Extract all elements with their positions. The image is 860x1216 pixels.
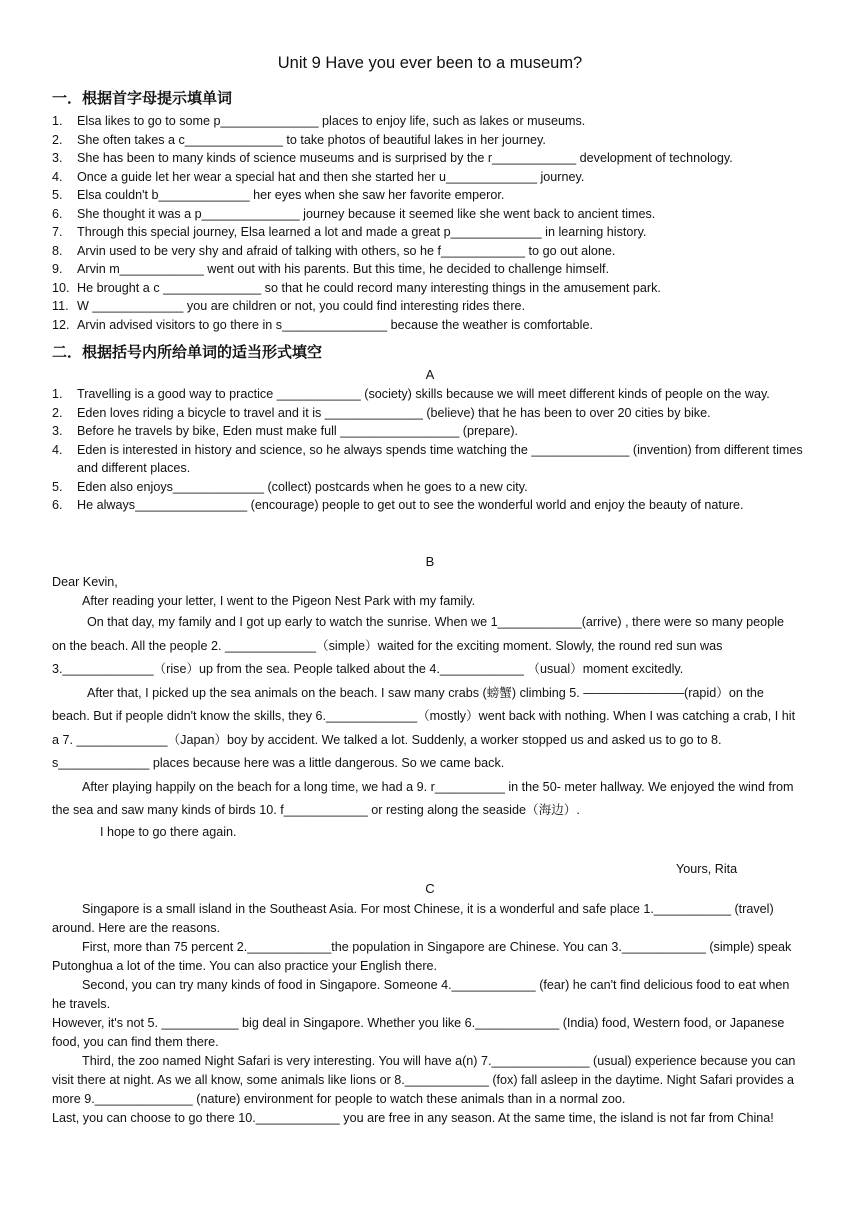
section1-heading: 一．根据首字母提示填单词 — [52, 90, 233, 107]
passage-paragraph: Third, the zoo named Night Safari is very interesting. You will have a(n) 7.______________ (usual) experience because you can visit there at night. As we all know, some animals like lions or 8.____________ (fox) fall asleep in the daytime. Night Safari provides a more 9.______________ (nature) environment for people to watch these animals than in a normal zoo. — [52, 1054, 796, 1106]
section2-heading: 二．根据括号内所给单词的适当形式填空 — [52, 344, 323, 361]
list-item: 3. She has been to many kinds of science museums and is surprised by the r____________ development of technology. — [52, 151, 733, 165]
part-c-label: C — [425, 881, 435, 896]
part-a-list — [52, 385, 812, 515]
list-item: 4. Once a guide let her wear a special hat and then she started her u_____________ journey. — [52, 169, 585, 184]
letter-paragraph: After reading your letter, I went to the Pigeon Nest Park with my family. — [82, 594, 476, 608]
list-item: 6. She thought it was a p______________ journey because it seemed like she went back to ancient times. — [52, 206, 656, 221]
list-item: 9. Arvin m____________ went out with his parents. But this time, he decided to challenge himself. — [52, 262, 610, 276]
list-item: 1. Elsa likes to go to some p______________ places to enjoy life, such as lakes or museums. — [52, 114, 586, 128]
section1-list — [52, 112, 812, 334]
letter-paragraph: On that day, my family and I got up early to watch the sunrise. When we 1____________(arrive) , there were so many people on the beach. All the people 2. _____________（simple）waited for the exciting moment. Slowly, the round red sun was 3._____________（rise）up from the sea. People talked about the 4.____________ （usual）moment excitedly. — [52, 615, 784, 676]
page-title: Unit 9 Have you ever been to a museum? — [277, 54, 583, 72]
list-item: 6. He always________________ (encourage) people to get out to see the wonderful world and enjoy the beauty of nature. — [52, 498, 744, 512]
list-item: 12. Arvin advised visitors to go there in s_______________ because the weather is comfortable. — [52, 317, 593, 332]
part-a-label: A — [425, 367, 435, 382]
letter-paragraph: After that, I picked up the sea animals on the beach. I saw many crabs (螃蟹) climbing 5. ————————(rapid）on the beach. But if people didn't know the skills, they 6._____________（mostly）went back with nothing. When I was catching a crab, I hit a 7. _____________（Japan）boy by accident. We talked a lot. Suddenly, a worker stopped us and asked us to go to 8. s_____________ places because here was a little dangerous. So we came back. — [52, 685, 796, 770]
list-item: 7. Through this special journey, Elsa learned a lot and made a great p_____________ in learning history. — [52, 225, 647, 239]
list-item: 1. Travelling is a good way to practice ____________ (society) skills because we will meet different kinds of people on the way. — [52, 387, 770, 401]
list-item: 8. Arvin used to be very shy and afraid of talking with others, so he f____________ to go out alone. — [52, 243, 616, 258]
letter-paragraph: I hope to go there again. — [100, 824, 237, 839]
part-b-letter — [52, 573, 800, 842]
list-item: 5. Eden also enjoys_____________ (collect) postcards when he goes to a new city. — [52, 479, 528, 494]
letter-paragraph: After playing happily on the beach for a long time, we had a 9. r__________ in the 50- meter hallway. We enjoyed the wind from the sea and saw many kinds of birds 10. f____________ or resting along the seaside（海边）. — [52, 779, 794, 817]
list-item: 10. He brought a c ______________ so that he could record many interesting things in the amusement park. — [52, 280, 661, 295]
list-item: 3. Before he travels by bike, Eden must make full _________________ (prepare). — [52, 424, 519, 438]
letter-closing: Yours, Rita — [676, 862, 738, 876]
passage-paragraph: Singapore is a small island in the Southeast Asia. For most Chinese, it is a wonderful and safe place 1.___________ (travel) around. Here are the reasons. — [52, 902, 774, 935]
passage-paragraph: However, it's not 5. ___________ big deal in Singapore. Whether you like 6.____________ (India) food, Western food, or Japanese food, you can find them there. — [52, 1016, 785, 1049]
list-item: 4. Eden is interested in history and science, so he always spends time watching the ______________ (invention) from different times and different places. — [52, 442, 803, 475]
list-item: 2. Eden loves riding a bicycle to travel and it is ______________ (believe) that he has been to over 20 cities by bike. — [52, 405, 711, 420]
passage-paragraph: Second, you can try many kinds of food in Singapore. Someone 4.____________ (fear) he can't find delicious food to eat when he travels. — [52, 978, 790, 1011]
letter-greeting: Dear Kevin, — [52, 575, 118, 589]
passage-paragraph: Last, you can choose to go there 10.____________ you are free in any season. At the same time, the island is not far from China! — [52, 1111, 774, 1125]
list-item: 11. W _____________ you are children or not, you could find interesting rides there. — [52, 299, 526, 313]
part-c-passage — [52, 900, 800, 1128]
passage-paragraph: First, more than 75 percent 2.____________the population in Singapore are Chinese. You can 3.____________ (simple) speak Putonghua a lot of the time. You can also practice your English there. — [52, 940, 792, 973]
list-item: 2. She often takes a c______________ to take photos of beautiful lakes in her journey. — [52, 132, 546, 147]
part-b-label: B — [425, 554, 435, 569]
list-item: 5. Elsa couldn't b_____________ her eyes when she saw her favorite emperor. — [52, 188, 505, 202]
